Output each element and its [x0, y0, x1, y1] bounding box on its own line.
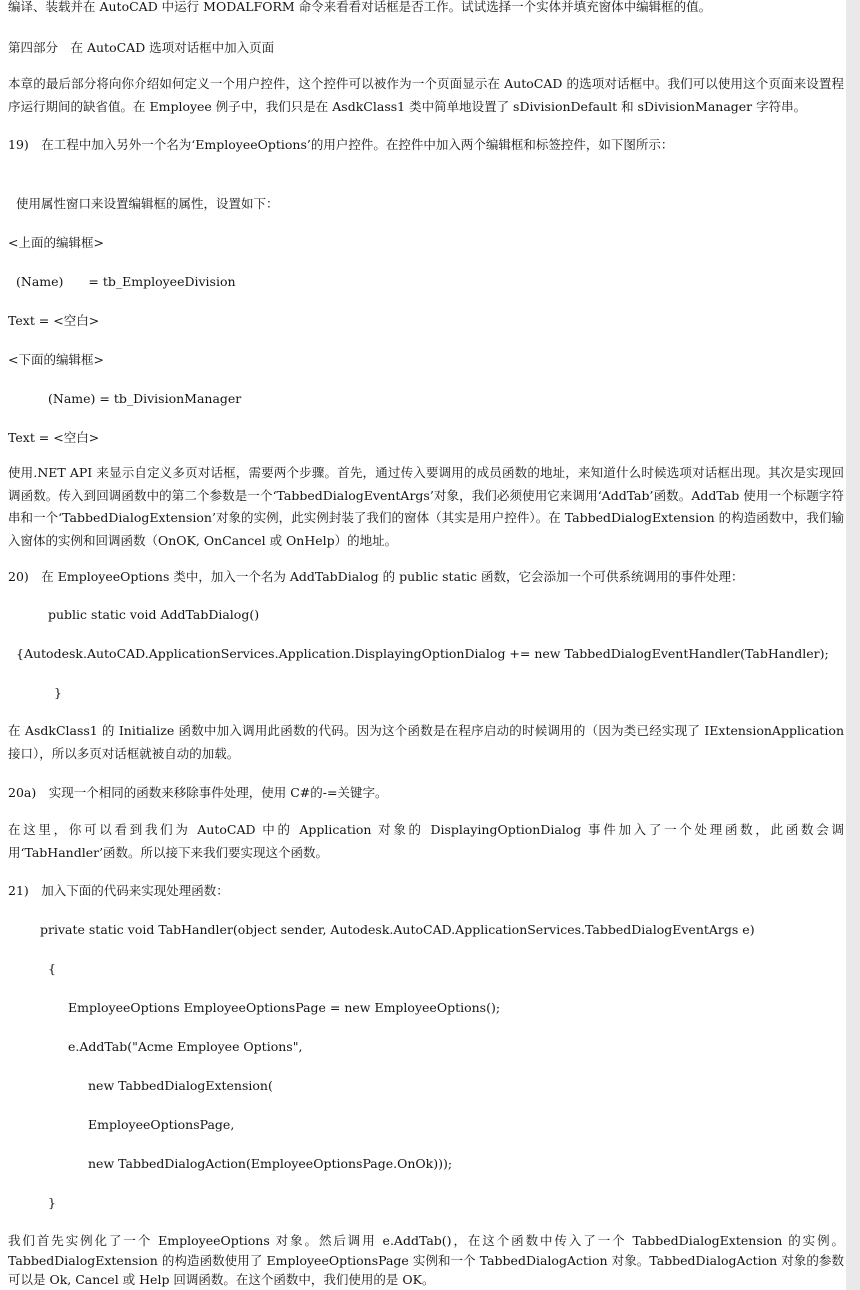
code-close-brace-2: }: [48, 1195, 56, 1210]
code-add-tab-call: e.AddTab("Acme Employee Options",: [68, 1039, 303, 1054]
properties-intro: 使用属性窗口来设置编辑框的属性，设置如下：: [16, 196, 279, 211]
step-20: 20) 在 EmployeeOptions 类中，加入一个名为 AddTabDialog 的 public static 函数，它会添加一个可供系统调用的事件处理：: [8, 569, 744, 584]
section-title: 第四部分 在 AutoCAD 选项对话框中加入页面: [8, 40, 275, 55]
paragraph-event-handler: 在这里，你可以看到我们为 AutoCAD 中的 Application 对象的 DisplayingOptionDialog 事件加入了一个处理函数，此函数会调用‘TabHandler’函数。所以接下来我们要实现这个函数。: [8, 822, 844, 860]
code-new-tabbed-dialog-extension: new TabbedDialogExtension(: [88, 1078, 273, 1093]
scrollbar-strip: [846, 0, 860, 1290]
paragraph-options-page-intro: 本章的最后部分将向你介绍如何定义一个用户控件，这个控件可以被作为一个页面显示在 AutoCAD 的选项对话框中。我们可以使用这个页面来设置程序运行期间的缺省值。在 Employee 例子中，我们只是在 AsdkClass1 类中简单地设置了 sDivisionDefault 和 sDivisionManager 字符串。: [8, 76, 844, 114]
intro-line: 编译、装载并在 AutoCAD 中运行 MODALFORM 命令来看看对话框是否工作。试试选择一个实体并填充窗体中编辑框的值。: [8, 0, 712, 14]
upper-textbox-text: Text = <空白>: [8, 313, 100, 328]
code-new-employee-options: EmployeeOptions EmployeeOptionsPage = new EmployeeOptions();: [68, 1000, 501, 1015]
upper-textbox-name: (Name) = tb_EmployeeDivision: [16, 274, 236, 289]
code-close-brace-1: }: [54, 685, 62, 700]
code-new-tabbed-dialog-action: new TabbedDialogAction(EmployeeOptionsPage.OnOk)));: [88, 1156, 453, 1171]
paragraph-initialize: 在 AsdkClass1 的 Initialize 函数中加入调用此函数的代码。因为这个函数是在程序启动的时候调用的（因为类已经实现了 IExtensionApplication 接口），所以多页对话框就被自动的加载。: [8, 723, 844, 761]
code-add-tab-dialog-signature: public static void AddTabDialog(): [48, 607, 260, 622]
step-21: 21) 加入下面的代码来实现处理函数：: [8, 883, 229, 898]
step-19: 19) 在工程中加入另外一个名为‘EmployeeOptions’的用户控件。在控件中加入两个编辑框和标签控件，如下图所示：: [8, 137, 674, 152]
lower-textbox-name: (Name) = tb_DivisionManager: [48, 391, 242, 406]
lower-textbox-text: Text = <空白>: [8, 430, 100, 445]
paragraph-summary: 我们首先实例化了一个 EmployeeOptions 对象。然后调用 e.AddTab()，在这个函数中传入了一个 TabbedDialogExtension 的实例。TabbedDialogExtension 的构造函数使用了 EmployeeOptionsPage 实例和一个 TabbedDialogAction 对象。TabbedDialogAction 对象的参数可以是 Ok, Cancel 或 Help 回调函数。在这个函数中，我们使用的是 OK。: [8, 1233, 844, 1287]
lower-textbox-heading: <下面的编辑框>: [8, 352, 104, 367]
code-employee-options-page: EmployeeOptionsPage,: [88, 1117, 235, 1132]
code-tab-handler-signature: private static void TabHandler(object sender, Autodesk.AutoCAD.ApplicationServices.TabbedDialogEventArgs e): [40, 922, 755, 937]
paragraph-net-api-steps: 使用.NET API 来显示自定义多页对话框，需要两个步骤。首先，通过传入要调用的成员函数的地址，来知道什么时候选项对话框出现。其次是实现回调函数。传入到回调函数中的第二个参数是一个‘TabbedDialogEventArgs’对象，我们必须使用它来调用‘AddTab’函数。AddTab 使用一个标题字符串和一个‘TabbedDialogExtension’对象的实例，此实例封装了我们的窗体（其实是用户控件）。在 TabbedDialogExtension 的构造函数中，我们输入窗体的实例和回调函数（OnOK, OnCancel 或 OnHelp）的地址。: [8, 465, 844, 548]
step-20a: 20a) 实现一个相同的函数来移除事件处理，使用 C#的-=关键字。: [8, 785, 388, 800]
code-open-brace: {: [48, 961, 56, 976]
code-add-event-handler: {Autodesk.AutoCAD.ApplicationServices.Application.DisplayingOptionDialog += new TabbedDialogEventHandler(TabHandler);: [16, 646, 829, 661]
upper-textbox-heading: <上面的编辑框>: [8, 235, 104, 250]
